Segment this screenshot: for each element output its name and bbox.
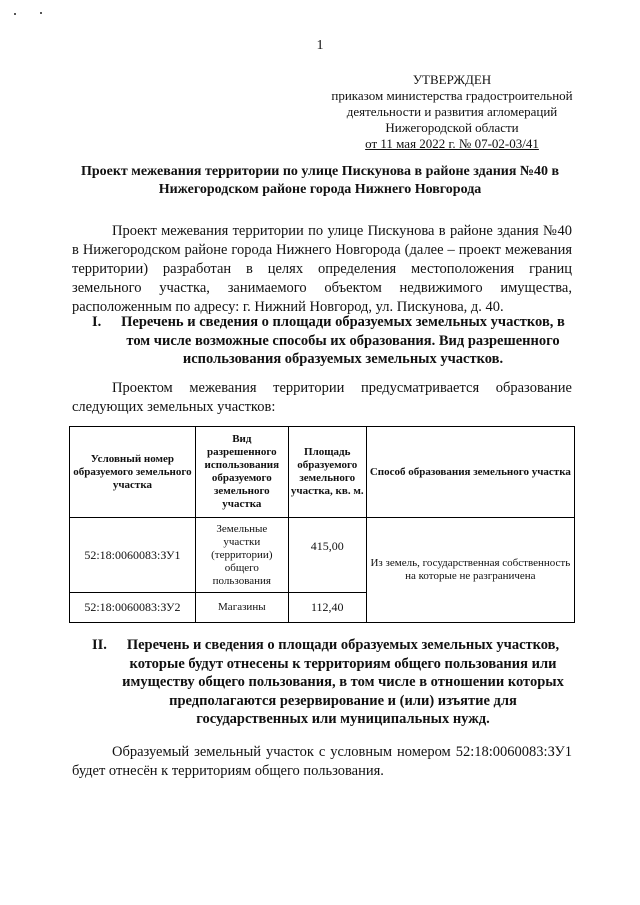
formation-method-cell: Из земель, государственная собственность на которые не разграничена [366, 518, 574, 623]
scan-speck [14, 13, 16, 15]
approval-line: деятельности и развития агломераций [346, 104, 558, 119]
plot-use-cell: Земельные участки (территории) общего пользования [195, 518, 288, 593]
approval-line: Нижегородской области [385, 120, 519, 135]
plot-area-cell: 415,00 [288, 518, 366, 593]
scan-speck [40, 12, 42, 14]
document-title: Проект межевания территории по улице Пискунова в районе здания №40 в Нижегородском районе города Нижнего Новгорода [80, 164, 560, 197]
section-title: Перечень и сведения о площади образуемых земельных участков, которые будут отнесены к территориям общего пользования или имуществу общего пользования, в том числе в отношении которых предполагаются резервирование и (или) изъятие для государственных или муниципальных нужд. [122, 637, 564, 727]
table-header-row [70, 427, 575, 518]
plot-area-cell: 112,40 [288, 593, 366, 623]
plot-code-cell: 52:18:0060083:ЗУ2 [70, 593, 196, 623]
page-number: 1 [316, 38, 324, 53]
section-heading-1 [72, 313, 572, 369]
column-header: Площадь образуемого земельного участка, кв. м. [288, 427, 366, 518]
land-plots-table [69, 426, 575, 623]
approval-line: приказом министерства градостроительной [331, 88, 573, 103]
approval-heading: УТВЕРЖДЕН [412, 72, 492, 87]
section-number: II. [92, 637, 107, 653]
column-header: Способ образования земельного участка [366, 427, 574, 518]
plot-code-cell: 52:18:0060083:ЗУ1 [70, 518, 196, 593]
section2-paragraph: Образуемый земельный участок с условным номером 52:18:0060083:ЗУ1 будет отнесён к территориям общего пользования. [72, 744, 572, 779]
plot-use-cell: Магазины [195, 593, 288, 623]
section-number: I. [92, 314, 102, 330]
intro-paragraph: Проект межевания территории по улице Пискунова в районе здания №40 в Нижегородском районе города Нижнего Новгорода (далее – проект межевания территории) разработан в целях определения местоположения границ земельного участка, занимаемого объектом недвижимого имущества, расположенным по адресу: г. Нижний Новгород, ул. Пискунова, д. 40. [72, 223, 572, 315]
column-header: Вид разрешенного использования образуемого земельного участка [195, 427, 288, 518]
approval-date: от 11 мая 2022 г. № 07-02-03/41 [365, 136, 539, 151]
approval-stamp [318, 72, 586, 152]
column-header: Условный номер образуемого земельного участка [70, 427, 196, 518]
table-row [70, 518, 575, 593]
section-heading-2 [72, 636, 572, 729]
section1-paragraph: Проектом межевания территории предусматривается образование следующих земельных участков: [72, 380, 572, 415]
section-title: Перечень и сведения о площади образуемых земельных участков, в том числе возможные способы их образования. Вид разрешенного использования образуемых земельных участков. [121, 314, 565, 367]
